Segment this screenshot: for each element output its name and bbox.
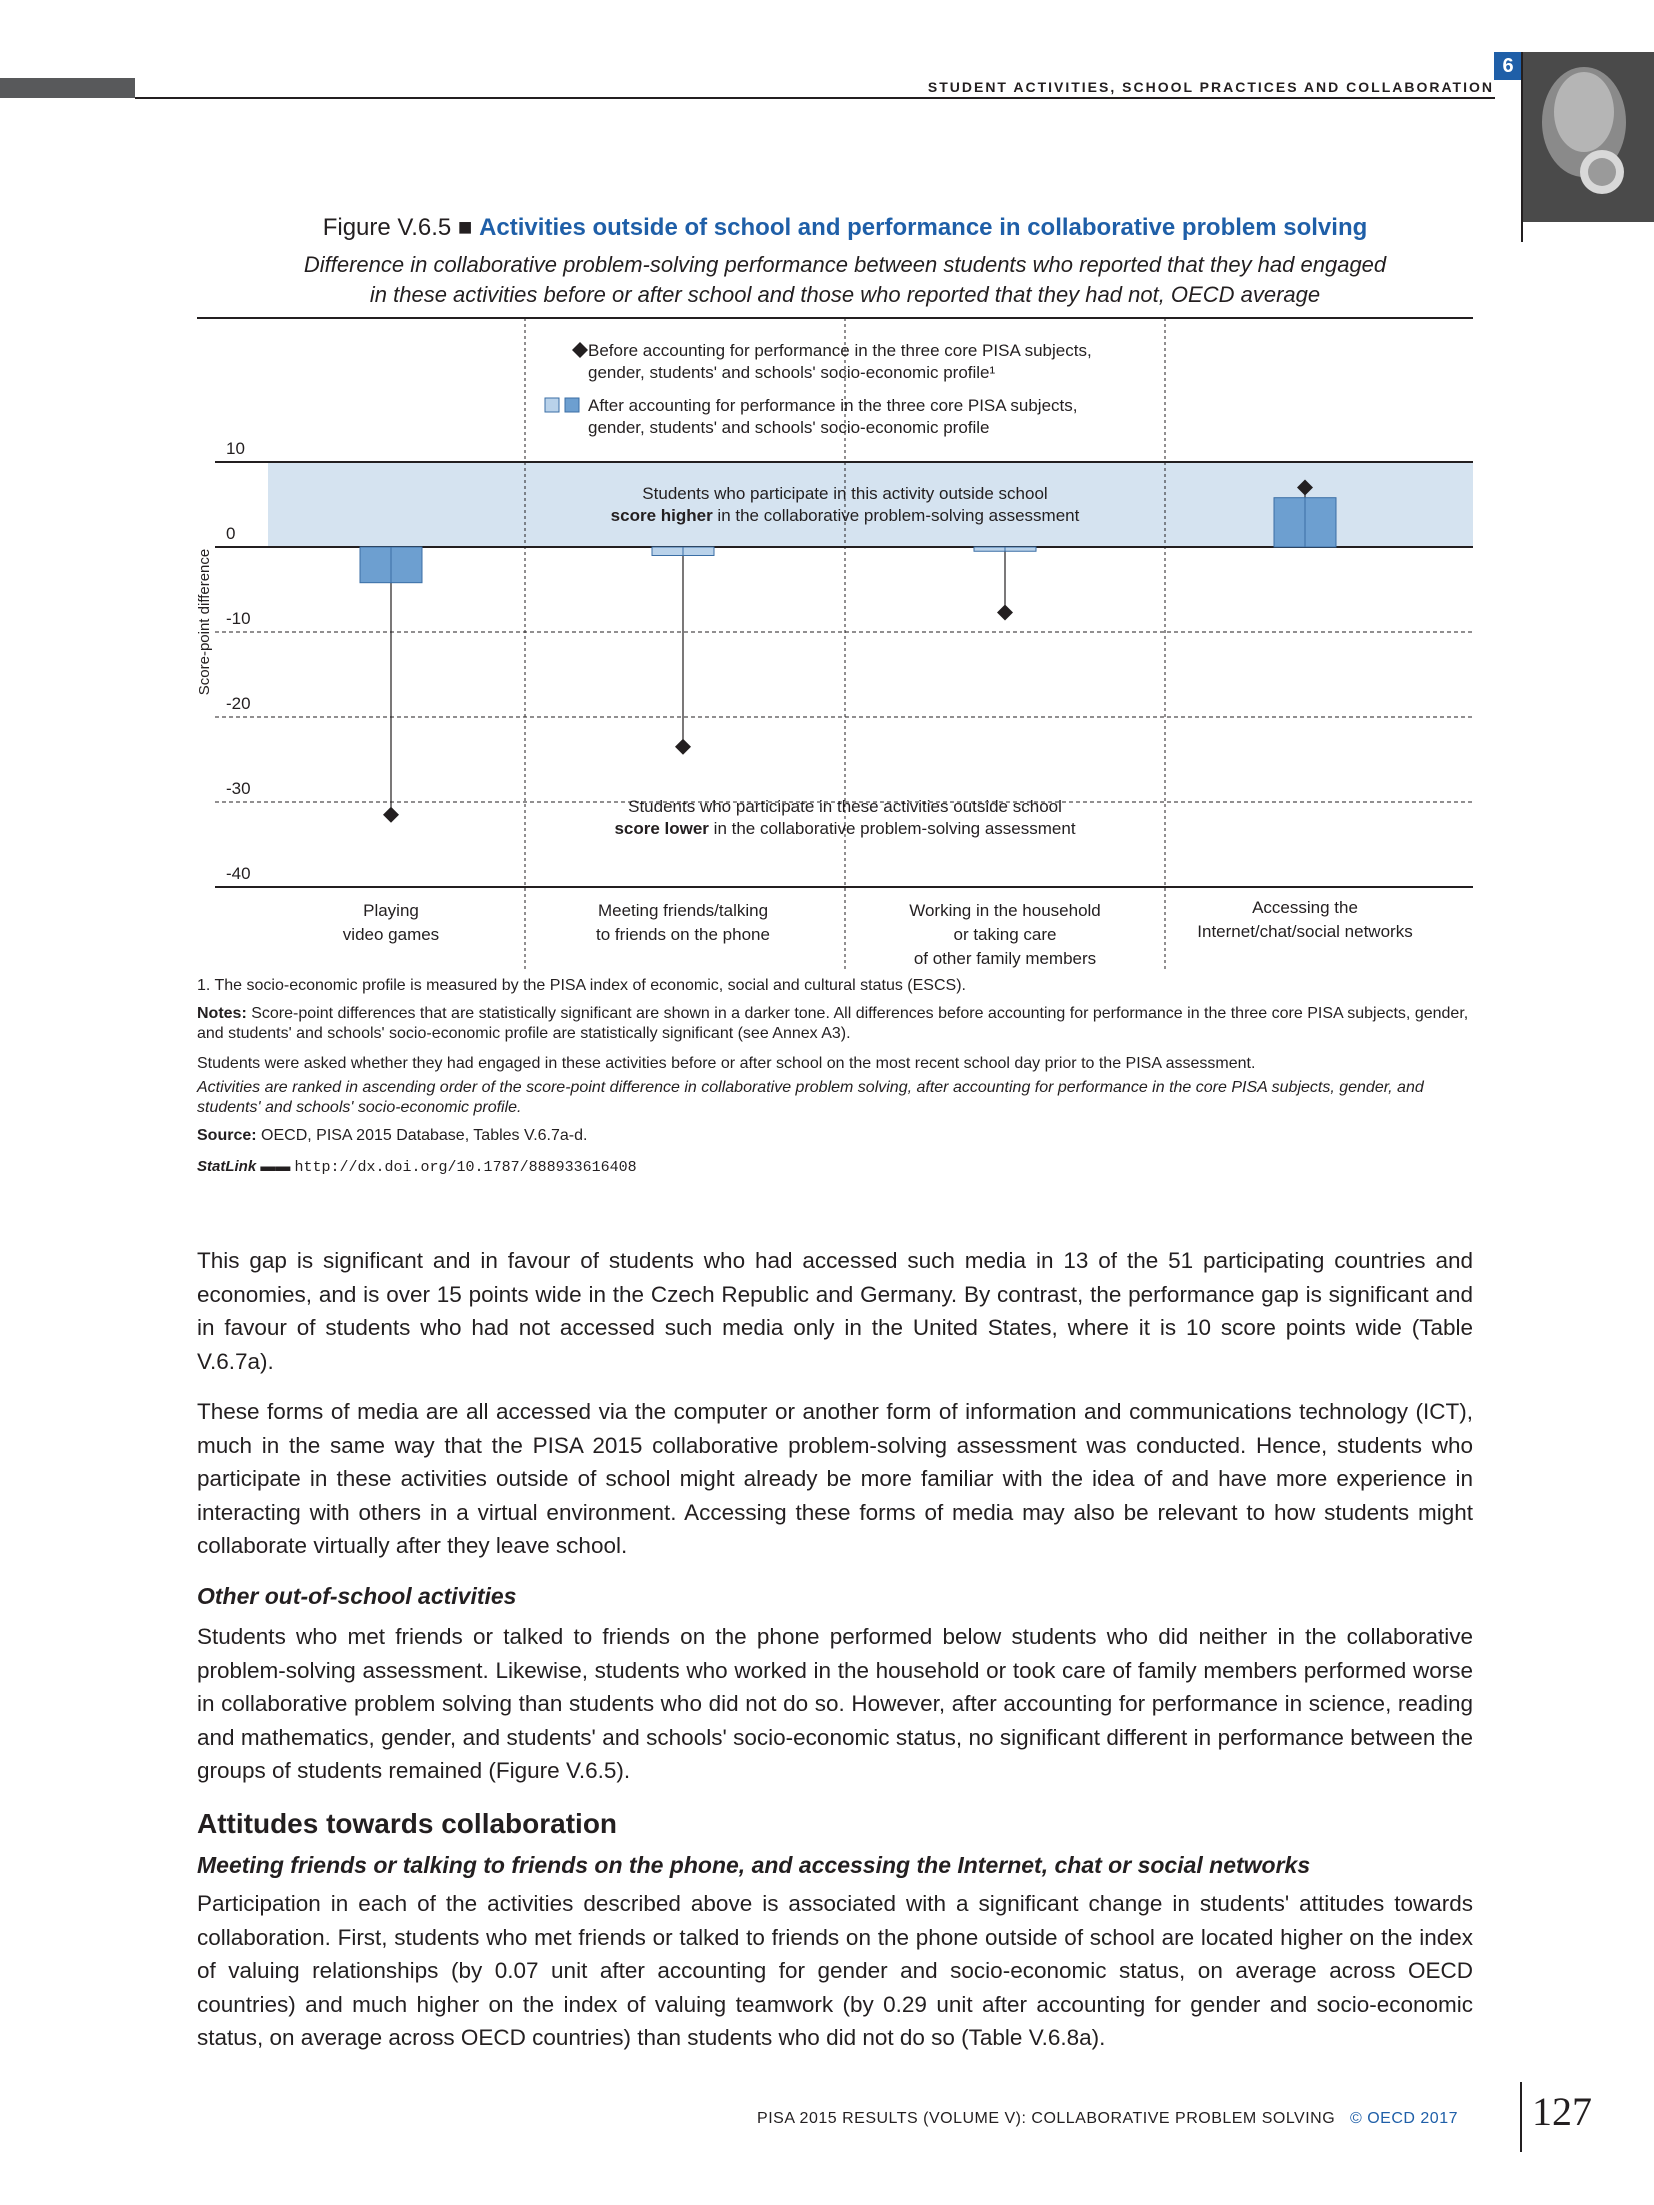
footer-publication-title: PISA 2015 RESULTS (VOLUME V): COLLABORATIVE PROBLEM SOLVING xyxy=(757,2110,1336,2127)
x-tick-label: of other family members xyxy=(913,949,1097,968)
footer-copyright: © OECD 2017 xyxy=(1350,2110,1458,2127)
footer-rule xyxy=(1520,2082,1522,2152)
x-tick-label: Playing xyxy=(363,901,419,920)
figure-number: Figure V.6.5 xyxy=(322,214,452,241)
y-tick-label: -40 xyxy=(226,864,251,883)
body-paragraph-1: This gap is significant and in favour of students who had accessed such media in 13 of the 51 participating countries and economies, and is over 15 points wide in the Czech Republic and Germany. By contrast, the performance gap is significant and in favour of students who had not accessed such media only in the United States, where it is 10 score points wide (Table V.6.7a). xyxy=(197,1248,1473,1374)
x-tick-label: video games xyxy=(342,925,440,944)
y-tick-label: -30 xyxy=(226,779,251,798)
x-tick-label: Internet/chat/social networks xyxy=(1197,922,1413,941)
notes-ranked: Activities are ranked in ascending order of the score-point difference in collaborative problem solving, after accounting for performance in the core PISA subjects, gender, and students' and schools' socio-economic profile. xyxy=(197,1079,1424,1116)
x-axis-labels xyxy=(343,898,1413,968)
diamond-legend-icon xyxy=(572,342,588,358)
chapter-photo xyxy=(1522,52,1654,222)
statlink-icon: ▬▬ xyxy=(260,1158,291,1175)
annotation-higher-line1: Students who participate in this activity outside school xyxy=(642,484,1048,503)
annotation-higher-line2: score higher in the collaborative problem-solving assessment xyxy=(610,506,1080,525)
subheading-other-activities: Other out-of-school activities xyxy=(197,1583,517,1609)
y-axis-label: Score-point difference xyxy=(196,548,213,696)
notes-paragraph: Notes: Score-point differences that are statistically significant are shown in a darker tone. All differences before accounting for performance in the three core PISA subjects, gender, and students' and schools' socio-economic profile are statistically significant (see Annex A3). xyxy=(197,1005,1469,1042)
figure-chart xyxy=(0,310,1654,990)
diamond-marker xyxy=(997,604,1013,620)
y-axis-ticks xyxy=(226,439,251,883)
category-dividers xyxy=(525,318,1165,970)
legend-before-line2: gender, students' and schools' socio-economic profile¹ xyxy=(588,363,996,382)
chapter-rule xyxy=(1521,52,1523,242)
y-tick-label: -20 xyxy=(226,694,251,713)
legend-after-line2: gender, students' and schools' socio-economic profile xyxy=(588,418,990,437)
y-tick-label: 0 xyxy=(226,524,236,543)
figure-title-text: Activities outside of school and performance in collaborative problem solving xyxy=(479,214,1368,241)
notes-source: Source: OECD, PISA 2015 Database, Tables V.6.7a-d. xyxy=(197,1127,588,1144)
diamond-marker xyxy=(383,807,399,823)
y-tick-label: 10 xyxy=(226,439,245,458)
page-number: 127 xyxy=(1532,2089,1592,2134)
body-paragraph-4: Participation in each of the activities described above is associated with a significant change in students' attitudes towards collaboration. First, students who met friends or talked to friends on the phone outside of school are located higher on the index of valuing relationships (by 0.07 unit after accounting for gender and socio-economic status, on average across OECD countries) and much higher on the index of valuing teamwork (by 0.29 unit after accounting for gender and socio-economic status, on average across OECD countries) than students who did not do so (Table V.6.8a). xyxy=(197,1891,1473,2050)
header-accent-bar xyxy=(0,78,135,98)
body-paragraph-3: Students who met friends or talked to friends on the phone performed below students who did neither in the collaborative problem-solving assessment. Likewise, students who worked in the household or took care of family members performed worse in collaborative problem solving than students who did not do so. However, after accounting for performance in science, reading and mathematics, gender, and students' and schools' socio-economic status, no significant different in performance between the groups of students remained (Figure V.6.5). xyxy=(197,1624,1473,1783)
figure-title xyxy=(195,214,1495,242)
header-rule xyxy=(135,97,1495,99)
figure-subtitle-line1: Difference in collaborative problem-solving performance between students who reported that they had engaged xyxy=(303,252,1387,277)
annotation-lower-line2: score lower in the collaborative problem-solving assessment xyxy=(614,819,1076,838)
x-tick-label: or taking care xyxy=(953,925,1057,944)
footer-publication xyxy=(757,2110,1458,2128)
body-paragraph-2: These forms of media are all accessed via the computer or another form of information and communications technology (ICT), much in the same way that the PISA 2015 collaborative problem-solving assessment was conducted. Hence, students who participate in these activities outside of school might already be more familiar with the idea of and have more experience in interacting with others in a virtual environment. Accessing these forms of media may also be relevant to how students might collaborate virtually after they leave school. xyxy=(197,1399,1473,1558)
dark-square-legend-icon xyxy=(565,398,579,412)
light-square-legend-icon xyxy=(545,398,559,412)
figure-subtitle-line2: in these activities before or after school and those who reported that they had not, OECD average xyxy=(369,282,1321,307)
square-bullet-icon: ■ xyxy=(457,214,480,241)
legend xyxy=(545,341,1092,437)
x-tick-label: Meeting friends/talking xyxy=(597,901,769,920)
x-tick-label: Accessing the xyxy=(1252,898,1358,917)
x-tick-label: to friends on the phone xyxy=(596,925,770,944)
diamond-marker xyxy=(675,739,691,755)
figure-subtitle xyxy=(195,250,1495,310)
running-title: STUDENT ACTIVITIES, SCHOOL PRACTICES AND COLLABORATION xyxy=(927,79,1494,95)
statlink xyxy=(197,1158,637,1176)
y-tick-label: -10 xyxy=(226,609,251,628)
notes-asked: Students were asked whether they had engaged in these activities before or after school on the most recent school day prior to the PISA assessment. xyxy=(197,1055,1256,1072)
chapter-number-badge: 6 xyxy=(1494,52,1522,80)
section-heading-attitudes: Attitudes towards collaboration xyxy=(197,1808,618,1839)
statlink-label: StatLink xyxy=(197,1158,257,1175)
annotation-lower-line1: Students who participate in these activities outside school xyxy=(628,797,1062,816)
legend-before-line1: Before accounting for performance in the three core PISA subjects, xyxy=(588,341,1092,360)
x-tick-label: Working in the household xyxy=(909,901,1101,920)
statlink-url[interactable]: http://dx.doi.org/10.1787/888933616408 xyxy=(294,1159,637,1176)
footnote-1: 1. The socio-economic profile is measured by the PISA index of economic, social and cultural status (ESCS). xyxy=(197,977,966,994)
subheading-meeting-friends: Meeting friends or talking to friends on the phone, and accessing the Internet, chat or social networks xyxy=(197,1852,1311,1878)
legend-after-line1: After accounting for performance in the three core PISA subjects, xyxy=(588,396,1078,415)
